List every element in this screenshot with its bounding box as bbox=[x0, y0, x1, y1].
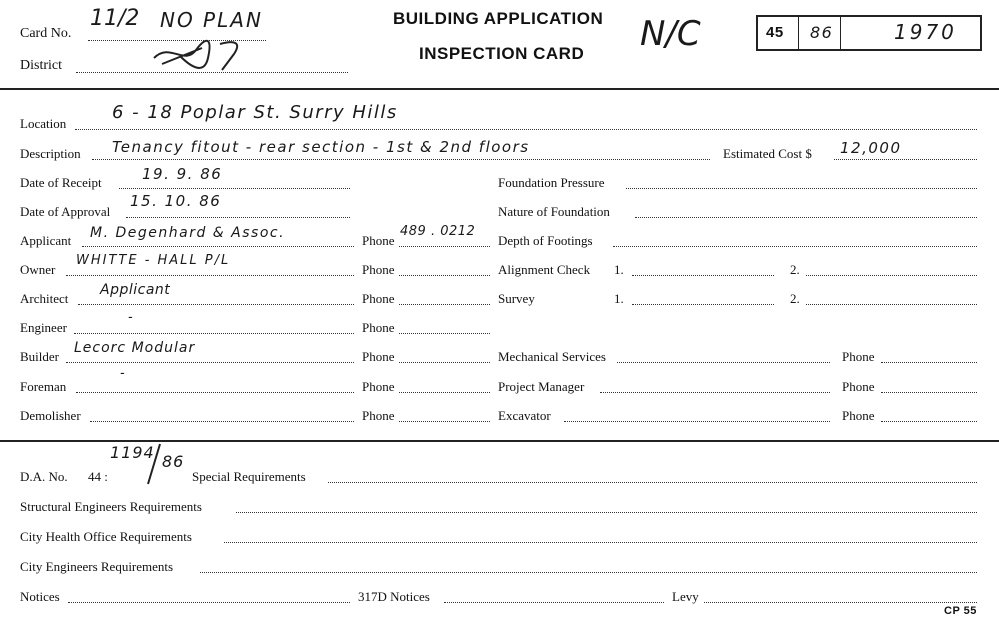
survey-num1: 1. bbox=[614, 291, 624, 306]
foundation-pressure-label: Foundation Pressure bbox=[498, 175, 605, 190]
description-line bbox=[92, 159, 710, 160]
health-req-label: City Health Office Requirements bbox=[20, 529, 192, 544]
demolisher-phone-line bbox=[399, 421, 490, 422]
location-value: 6 - 18 Poplar St. Surry Hills bbox=[112, 102, 398, 123]
excavator-phone-line bbox=[881, 421, 977, 422]
estimated-cost-line bbox=[834, 159, 977, 160]
project-manager-line bbox=[600, 392, 830, 393]
city-eng-req-line bbox=[200, 572, 977, 573]
date-approval-label: Date of Approval bbox=[20, 204, 111, 219]
no-plan-note: NO PLAN bbox=[160, 8, 263, 32]
owner-phone-label: Phone bbox=[362, 262, 395, 277]
date-receipt-line bbox=[119, 188, 350, 189]
applicant-label: Applicant bbox=[20, 233, 72, 248]
nc-note: N/C bbox=[640, 14, 701, 54]
mechanical-line bbox=[617, 362, 830, 363]
alignment-num2: 2. bbox=[790, 262, 800, 277]
architect-label: Architect bbox=[20, 291, 69, 306]
foreman-value: - bbox=[120, 366, 127, 381]
structural-req-line bbox=[236, 512, 977, 513]
depth-footings-label: Depth of Footings bbox=[498, 233, 593, 248]
date-receipt-value: 19. 9. 86 bbox=[142, 165, 223, 183]
excavator-phone-label: Phone bbox=[842, 408, 875, 423]
district-scribble-icon bbox=[150, 36, 250, 72]
district-line bbox=[76, 72, 348, 73]
foreman-line bbox=[76, 392, 354, 393]
builder-phone-label: Phone bbox=[362, 349, 395, 364]
estimated-cost-label: Estimated Cost $ bbox=[723, 146, 812, 161]
survey-line1 bbox=[632, 304, 774, 305]
box-divider bbox=[840, 17, 841, 49]
excavator-line bbox=[564, 421, 830, 422]
builder-line bbox=[66, 362, 354, 363]
owner-phone-line bbox=[399, 275, 490, 276]
builder-value: Lecorc Modular bbox=[74, 340, 196, 356]
mechanical-label: Mechanical Services bbox=[498, 349, 606, 364]
city-eng-req-label: City Engineers Requirements bbox=[20, 559, 174, 574]
alignment-num1: 1. bbox=[614, 262, 624, 277]
header-divider bbox=[0, 88, 999, 90]
mechanical-phone-label: Phone bbox=[842, 349, 875, 364]
description-label: Description bbox=[20, 146, 81, 161]
card-number-box bbox=[756, 15, 982, 51]
alignment-line2 bbox=[806, 275, 977, 276]
applicant-phone-line bbox=[399, 246, 490, 247]
mechanical-phone-line bbox=[881, 362, 977, 363]
demolisher-line bbox=[90, 421, 354, 422]
applicant-phone-label: Phone bbox=[362, 233, 395, 248]
title-line2: INSPECTION CARD bbox=[419, 44, 585, 63]
survey-label: Survey bbox=[498, 291, 535, 306]
architect-phone-line bbox=[399, 304, 490, 305]
foreman-phone-line bbox=[399, 392, 490, 393]
architect-line bbox=[78, 304, 354, 305]
engineer-phone-label: Phone bbox=[362, 320, 395, 335]
applicant-phone-value: 489 . 0212 bbox=[400, 224, 476, 239]
notices-label: Notices bbox=[20, 589, 60, 604]
special-req-label: Special Requirements bbox=[192, 469, 306, 484]
owner-value: WHITTE - HALL P/L bbox=[76, 253, 231, 268]
date-receipt-label: Date of Receipt bbox=[20, 175, 102, 190]
survey-num2: 2. bbox=[790, 291, 800, 306]
card-no-value: 11/2 bbox=[90, 6, 140, 31]
survey-line2 bbox=[806, 304, 977, 305]
owner-line bbox=[66, 275, 354, 276]
levy-label: Levy bbox=[672, 589, 699, 604]
notices-317d-line bbox=[444, 602, 664, 603]
project-manager-label: Project Manager bbox=[498, 379, 585, 394]
foreman-phone-label: Phone bbox=[362, 379, 395, 394]
applicant-line bbox=[82, 246, 354, 247]
foundation-pressure-line bbox=[626, 188, 977, 189]
project-manager-phone-label: Phone bbox=[842, 379, 875, 394]
district-label: District bbox=[20, 58, 62, 73]
location-line bbox=[75, 129, 977, 130]
notices-317d-label: 317D Notices bbox=[358, 589, 430, 604]
da-value-bottom: 86 bbox=[162, 452, 185, 471]
notices-line bbox=[68, 602, 350, 603]
demolisher-label: Demolisher bbox=[20, 408, 81, 423]
box-num2: 86 bbox=[810, 23, 834, 42]
builder-phone-line bbox=[399, 362, 490, 363]
depth-footings-line bbox=[613, 246, 977, 247]
nature-foundation-line bbox=[635, 217, 977, 218]
architect-phone-label: Phone bbox=[362, 291, 395, 306]
date-approval-value: 15. 10. 86 bbox=[130, 192, 222, 210]
engineer-value: - bbox=[128, 310, 135, 325]
excavator-label: Excavator bbox=[498, 408, 551, 423]
engineer-line bbox=[74, 333, 354, 334]
engineer-label: Engineer bbox=[20, 320, 67, 335]
structural-req-label: Structural Engineers Requirements bbox=[20, 499, 202, 514]
builder-label: Builder bbox=[20, 349, 59, 364]
box-num1: 45 bbox=[766, 24, 784, 41]
applicant-value: M. Degenhard & Assoc. bbox=[90, 225, 286, 241]
date-approval-line bbox=[126, 217, 350, 218]
demolisher-phone-label: Phone bbox=[362, 408, 395, 423]
da-no-label: D.A. No. bbox=[20, 469, 68, 484]
architect-value: Applicant bbox=[100, 282, 171, 298]
box-num3: 1970 bbox=[894, 20, 957, 44]
location-label: Location bbox=[20, 116, 67, 131]
engineer-phone-line bbox=[399, 333, 490, 334]
box-divider bbox=[798, 17, 799, 49]
description-value: Tenancy fitout - rear section - 1st & 2nd floors bbox=[112, 138, 530, 156]
da-value-top: 1194 bbox=[110, 443, 155, 462]
alignment-line1 bbox=[632, 275, 774, 276]
alignment-check-label: Alignment Check bbox=[498, 262, 591, 277]
form-code: CP 55 bbox=[944, 605, 977, 617]
owner-label: Owner bbox=[20, 262, 56, 277]
card-no-label: Card No. bbox=[20, 26, 72, 41]
foreman-label: Foreman bbox=[20, 379, 67, 394]
title-line1: BUILDING APPLICATION bbox=[393, 9, 604, 28]
estimated-cost-value: 12,000 bbox=[840, 139, 902, 157]
da-slash-icon bbox=[144, 442, 164, 486]
special-req-line bbox=[328, 482, 977, 483]
levy-line bbox=[704, 602, 977, 603]
project-manager-phone-line bbox=[881, 392, 977, 393]
health-req-line bbox=[224, 542, 977, 543]
nature-foundation-label: Nature of Foundation bbox=[498, 204, 610, 219]
da-prefix: 44 : bbox=[88, 469, 108, 484]
